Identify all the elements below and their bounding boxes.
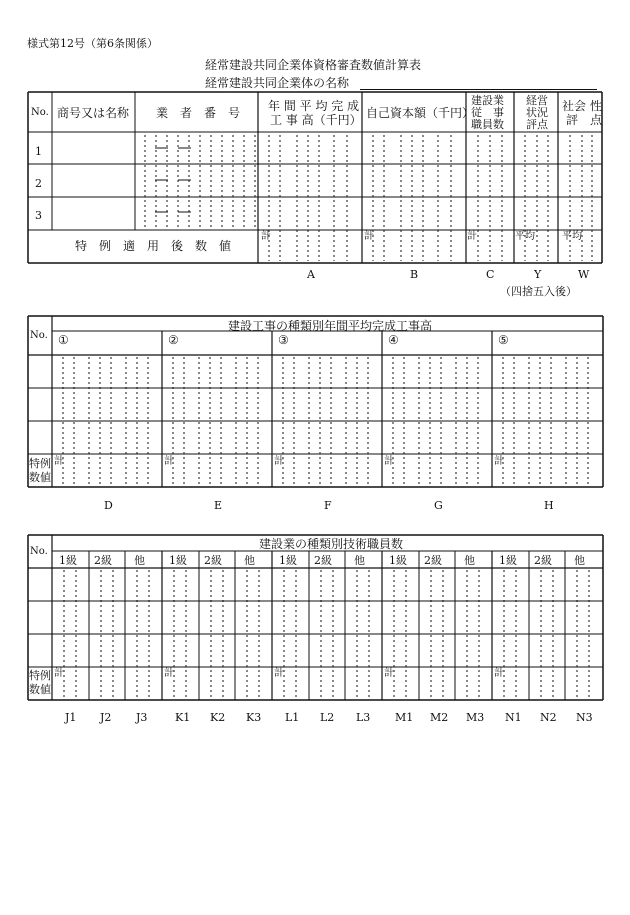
t3-total-label: 計 <box>494 668 504 679</box>
t3-grade-header: 1級 <box>169 554 187 567</box>
t1-total-label: 計 <box>467 231 477 242</box>
t2-col-letter: H <box>544 499 554 512</box>
t3-col-letter: J2 <box>100 711 112 724</box>
t1-row-number: 3 <box>35 209 42 222</box>
t3-total-label: 計 <box>384 668 394 679</box>
t1-equity-header: 自己資本額（千円） <box>366 106 475 120</box>
t1-social-header-1: 社会 性 <box>562 99 602 113</box>
t2-category: ③ <box>278 333 289 347</box>
entity-name-field[interactable] <box>360 89 597 90</box>
t1-social-header-2: 評 点 <box>566 113 603 127</box>
t1-row-number: 2 <box>35 177 42 190</box>
t3-col-letter: N1 <box>505 711 522 724</box>
t1-total-label: 計 <box>261 231 271 242</box>
t1-col-letter: A <box>307 268 315 281</box>
t1-col-letter: C <box>486 268 495 281</box>
t3-col-letter: K2 <box>210 711 226 724</box>
t3-grade-header: 他 <box>134 554 145 567</box>
t3-grade-header: 他 <box>574 554 585 567</box>
t1-mgmt-header-2: 状況 <box>526 106 548 119</box>
t3-col-letter: J1 <box>65 711 77 724</box>
t1-total-label: 計 <box>364 231 374 242</box>
t1-staff-header-1: 建設業 <box>471 94 504 107</box>
t3-col-letter: L3 <box>356 711 371 724</box>
t2-title: 建設工事の種類別年間平均完成工事高 <box>228 319 433 333</box>
t3-grade-header: 2級 <box>204 554 222 567</box>
t3-grade-header: 1級 <box>389 554 407 567</box>
t2-total-label: 計 <box>164 456 174 467</box>
t3-title: 建設業の種類別技術職員数 <box>259 537 404 551</box>
t2-col-letter: F <box>324 499 332 512</box>
t3-col-letter: M3 <box>466 711 485 724</box>
t3-col-letter: N3 <box>576 711 593 724</box>
t1-special-label: 特 例 適 用 後 数 値 <box>75 239 232 253</box>
t2-category: ⑤ <box>498 333 509 347</box>
t3-grade-header: 2級 <box>534 554 552 567</box>
t3-grade-header: 他 <box>354 554 365 567</box>
form-number: 様式第12号（第6条関係） <box>27 37 158 50</box>
t1-reg-header: 業 者 番 号 <box>156 106 241 120</box>
t3-grade-header: 他 <box>464 554 475 567</box>
t1-no-header: No. <box>31 107 49 118</box>
t1-mgmt-header-3: 評点 <box>526 118 548 131</box>
t2-special-label: 数値 <box>29 471 51 484</box>
t3-total-label: 計 <box>164 668 174 679</box>
t3-grade-header: 他 <box>244 554 255 567</box>
t2-total-label: 計 <box>494 456 504 467</box>
t2-total-label: 計 <box>384 456 394 467</box>
t1-avg-label: 平均 <box>515 231 535 242</box>
t2-category: ① <box>58 333 69 347</box>
entity-name-label: 経常建設共同企業体の名称 <box>205 76 350 90</box>
rounding-note: （四捨五入後） <box>500 285 577 298</box>
t2-special-label: 特例 <box>29 457 51 470</box>
t3-total-label: 計 <box>274 668 284 679</box>
t3-grade-header: 1級 <box>499 554 517 567</box>
t2-category: ④ <box>388 333 399 347</box>
t2-col-letter: G <box>434 499 443 512</box>
t3-special-label: 特例 <box>29 669 51 682</box>
t1-col-letter: B <box>410 268 419 281</box>
t1-col-letter: Y <box>534 268 542 281</box>
t1-staff-header-3: 職員数 <box>471 118 504 131</box>
t3-col-letter: M1 <box>395 711 414 724</box>
t3-grade-header: 2級 <box>424 554 442 567</box>
t3-total-label: 計 <box>54 668 64 679</box>
t2-total-label: 計 <box>274 456 284 467</box>
t1-mgmt-header-1: 経営 <box>526 94 548 107</box>
t2-col-letter: E <box>214 499 223 512</box>
t3-grade-header: 1級 <box>279 554 297 567</box>
t3-col-letter: L2 <box>320 711 335 724</box>
t3-col-letter: L1 <box>285 711 300 724</box>
t3-col-letter: N2 <box>540 711 557 724</box>
t3-grade-header: 2級 <box>314 554 332 567</box>
t2-no-header: No. <box>30 330 48 341</box>
form-title: 経常建設共同企業体資格審査数値計算表 <box>205 58 422 72</box>
t1-name-header: 商号又は名称 <box>57 106 130 120</box>
t3-grade-header: 1級 <box>59 554 77 567</box>
t3-col-letter: J3 <box>136 711 148 724</box>
t2-total-label: 計 <box>54 456 64 467</box>
t3-special-label: 数値 <box>29 683 51 696</box>
t1-col-letter: W <box>578 268 590 281</box>
t2-col-letter: D <box>104 499 113 512</box>
t1-avg-header-2: 工 事 高（千円） <box>270 113 362 127</box>
t1-avg-label: 平均 <box>562 231 582 242</box>
t2-category: ② <box>168 333 179 347</box>
t1-avg-header-1: 年 間 平 均 完 成 <box>268 99 360 113</box>
t1-staff-header-2: 従 事 <box>471 106 504 119</box>
t3-no-header: No. <box>30 546 48 557</box>
t3-col-letter: K1 <box>175 711 191 724</box>
t3-grade-header: 2級 <box>94 554 112 567</box>
t1-row-number: 1 <box>35 145 42 158</box>
t3-col-letter: K3 <box>246 711 262 724</box>
t3-col-letter: M2 <box>430 711 449 724</box>
